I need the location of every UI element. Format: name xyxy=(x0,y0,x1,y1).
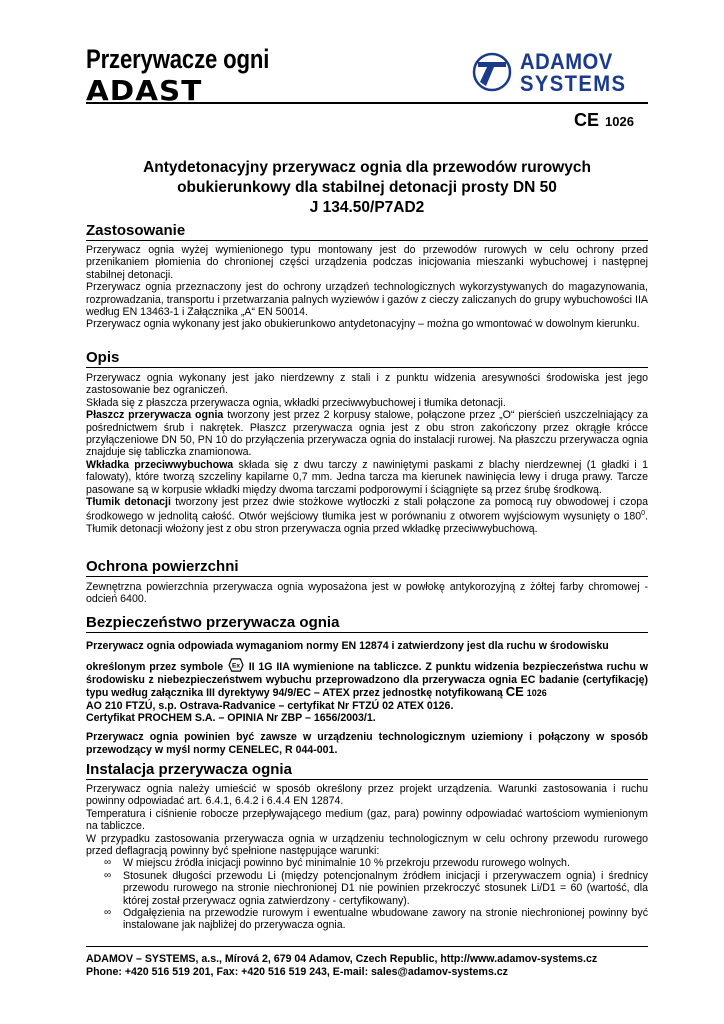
ce-number: 1026 xyxy=(526,688,547,699)
footer xyxy=(86,953,648,979)
section-instalacja xyxy=(86,761,648,932)
text: składa się z dwu tarczy z nawiniętymi paskami z blachy nierdzewnej (1 gładki i 1 falowaty), które tworzą szczeliny kapilarne 0,7 mm. Jedna tarcza ma kierunek nawinięcia lewy i druga prawy. Tarcze pasowane są w korpusie wkładki między dwoma tarczami podporowymi i ściągnięte są przez śrubę środkową. xyxy=(86,458,648,496)
footer-rule xyxy=(86,946,648,947)
list-item xyxy=(86,857,648,869)
paragraph: Certyfikat PROCHEM S.A. – OPINIA Nr ZBP – 1656/2003/1. xyxy=(86,712,376,725)
document-title xyxy=(86,158,648,218)
ce-symbol: CE xyxy=(574,110,600,130)
text: II 1G IIA wymienione na tabliczce. Z punktu widzenia bezpieczeństwa ruchu w środowisku z niebezpieczeństwem wybuchu przeprowadzono dla przerywacza ognia EC badanie (certyfikację) typu według załącznika III dyrektywy 94/9/EC – ATEX przez jednostkę notyfikowaną xyxy=(86,661,648,700)
company-logo xyxy=(472,49,648,96)
text: tworzony jest przez dwie stożkowe wytłoczki z stali połączone za pomocą ruy obwodowej i czopa środkowego w jednolitą całość. Otwór wejściowy tłumika jest w porównaniu z otworem wyjściowym wysunięty o 180 xyxy=(86,496,648,523)
paragraph: Składa się z płaszcza przerywacza ognia, wkładki przeciwwybuchowej i tłumika detonacji. xyxy=(86,396,506,409)
company-logo-icon xyxy=(472,52,512,92)
paragraph: Przerywacz ognia wykonany jest jako nierdzewny z stali i z punktu widzenia aresywności środowiska jest jego zastosowanie bez ograniczeń. xyxy=(86,372,648,397)
section-heading: Instalacja przerywacza ognia xyxy=(86,761,648,780)
list-item xyxy=(86,907,648,932)
text: W miejscu źródła inicjacji powinno być minimalnie 10 % przekroju przewodu rurowego wolnych. xyxy=(123,857,570,870)
ex-symbol-text: Ex xyxy=(231,663,240,671)
section-heading: Ochrona powierzchni xyxy=(86,558,648,577)
paragraph: AO 210 FTZÚ, s.p. Ostrava-Radvanice – certyfikat Nr FTZÚ 02 ATEX 0126. xyxy=(86,699,454,712)
paragraph: Zewnętrzna powierzchnia przerywacza ognia wyposażona jest w powłokę antykorozyjną z żółtej farby chromowej - odcień 6400. xyxy=(86,581,648,606)
ce-symbol: CE xyxy=(505,684,524,700)
ex-hexagon-icon xyxy=(227,658,245,672)
title-line-3: J 134.50/P7AD2 xyxy=(309,199,425,216)
text: . Tłumik detonacji włożony jest z obu stron przerywacza ognia przed wkładkę przeciwwybuchową. xyxy=(86,511,648,536)
text: tworzony jest przez 2 korpusy stalowe, połączone przez „O“ pierścień uszczelniający za pośrednictwem śrub i nakrętek. Płaszcz przerywacza ognia jest z obu stron zakończony przez okrągłe krócce przyłączeniowe DN 50, PN 10 do przyłączenia przerywacza ognia do instalacji rurowej. Na płaszczu przerywacza ognia znajduje się tabliczka znamionowa. xyxy=(86,409,648,459)
section-heading: Zastosowanie xyxy=(86,222,648,241)
section-ochrona xyxy=(86,558,648,606)
list-item xyxy=(86,870,648,907)
title-line-2: obukierunkowy dla stabilnej detonacji prosty DN 50 xyxy=(177,179,557,196)
term: Tłumik detonacji xyxy=(86,496,171,509)
logo-text-line1: ADAMOV xyxy=(520,49,613,74)
header-rule xyxy=(86,102,648,104)
section-opis xyxy=(86,349,648,536)
ce-inline-mark xyxy=(505,684,547,700)
paragraph: Przerywacz ognia wyżej wymienionego typu montowany jest do przewodów rurowych w celu ochrony przed przenikaniem płomienia do chronionej części urządzenia podczas inicjowania mieszanki wybuchowej i następnej stabilnej detonacji. xyxy=(86,244,648,281)
footer-contact: Phone: +420 516 519 201, Fax: +420 516 519 243, E-mail: sales@adamov-systems.cz xyxy=(86,966,508,978)
paragraph xyxy=(86,496,648,536)
text: określonym przez symbole xyxy=(86,661,224,674)
section-zastosowanie xyxy=(86,222,648,331)
title-line-1: Antydetonacyjny przerywacz ognia dla przewodów rurowych xyxy=(143,159,591,176)
paragraph: Przerywacz ognia powinien być zawsze w urządzeniu technologicznym uziemiony i połączony w sposób przewodzący w myśl normy CENELEC, R 044-001. xyxy=(86,731,648,756)
section-bezpieczenstwo xyxy=(86,614,648,756)
bullet-mark: ∞ xyxy=(104,907,112,919)
logo-text-line2: SYSTEMS xyxy=(520,71,627,96)
ce-number: 1026 xyxy=(605,114,634,129)
page-header-title: Przerywacze ogni xyxy=(86,44,270,74)
term: Wkładka przeciwwybuchowa xyxy=(86,458,234,471)
section-heading: Bezpieczeństwo przerywacza ognia xyxy=(86,614,648,633)
term: Płaszcz przerywacza ognia xyxy=(86,409,224,422)
paragraph: Temperatura i ciśnienie robocze przepływającego medium (gaz, para) powinny odpowiadać wartościom wymienionym na tabliczce. xyxy=(86,807,648,833)
degree-sup: 0 xyxy=(641,510,646,518)
paragraph xyxy=(86,459,648,496)
paragraph: Przerywacz ognia przeznaczony jest do ochrony urządzeń technologicznych wykorzystywanych do magazynowania, rozprowadzania, transportu i przetwarzania palnych wyziewów i gazów z cieczy zaliczanych do grupy wybuchowości IIA według EN 13463-1 i Załącznika „A“ EN 50014. xyxy=(86,281,648,319)
text: Odgałęzienia na przewodzie rurowym i ewentualne wbudowane zawory na stronie niechronionej powinny być instalowane jak najbliżej do przerywacza ognia. xyxy=(123,907,648,932)
brand-name: ADAST xyxy=(86,74,203,107)
ce-mark xyxy=(574,110,634,131)
section-heading: Opis xyxy=(86,349,648,368)
text: Stosunek długości przewodu Li (między potencjonalnym źródłem inicjacji i przerywaczem ognia) i średnicy przewodu rurowego na stronie niechronionej D1 nie powinien przekroczyć stosunek Li/D1 = 60 (wartość, dla której został przerywacz ognia zatwierdzony - certyfikowany). xyxy=(123,869,648,907)
paragraph: Przerywacz ognia odpowiada wymaganiom normy EN 12874 i zatwierdzony jest dla ruchu w środowisku xyxy=(86,640,609,652)
paragraph: Przerywacz ognia należy umieścić w sposób określony przez projekt urządzenia. Warunki zastosowania i ruchu powinny odpowiadać art. 6.4.1, 6.4.2 i 6.4.4 EN 12874. xyxy=(86,783,648,808)
paragraph: W przypadku zastosowania przerywacza ognia w urządzeniu technologicznym w celu ochrony przewodu rurowego przed deflagracją powinny być spełnione następujące warunki: xyxy=(86,832,648,858)
bullet-mark: ∞ xyxy=(104,869,112,881)
footer-address: ADAMOV – SYSTEMS, a.s., Mírová 2, 679 04 Adamov, Czech Republic, http://www.adamov-systems.cz xyxy=(86,953,598,965)
conditions-list xyxy=(86,857,648,931)
paragraph: Przerywacz ognia wykonany jest jako obukierunkowo antydetonacyjny – można go wmontować w dowolnym kierunku. xyxy=(86,318,640,331)
paragraph xyxy=(86,658,648,699)
paragraph xyxy=(86,409,648,459)
bullet-mark: ∞ xyxy=(104,857,112,869)
